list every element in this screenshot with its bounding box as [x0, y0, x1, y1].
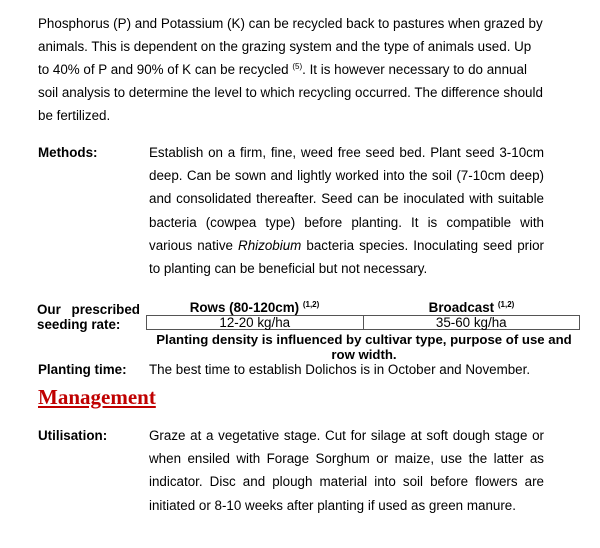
seeding-rate-broadcast-value: 35-60 kg/ha	[363, 316, 580, 329]
methods-label: Methods:	[38, 145, 98, 160]
seeding-rate-table	[146, 315, 580, 330]
methods-text	[149, 141, 544, 280]
management-heading: Management	[38, 385, 156, 409]
seeding-column-header-broadcast	[363, 300, 580, 315]
intro-text-2: . It is however necessary to do annual soil analysis to determine the level to which recycling occurred. The difference should be fertilized.	[38, 62, 543, 123]
rows-header-text: Rows (80-120cm)	[189, 300, 300, 315]
seeding-rate-rows-value: 12-20 kg/ha	[219, 315, 291, 330]
utilisation-label: Utilisation:	[38, 428, 108, 443]
broadcast-header-text: Broadcast	[428, 300, 495, 315]
seeding-column-header-rows	[146, 300, 363, 315]
planting-time-text: The best time to establish Dolichos is in October and November.	[149, 362, 531, 377]
seeding-label-word-1: Our	[37, 302, 61, 317]
seeding-label-word-2: prescribed	[71, 302, 140, 317]
rows-header-ref: (1,2)	[302, 300, 320, 309]
methods-text-2: bacteria species. Inoculating seed prior to planting can be beneficial but not necessary.	[149, 237, 545, 277]
utilisation-text: Graze at a vegetative stage. Cut for silage at soft dough stage or when ensiled with Forage Sorghum or maize, use the latter as indicator. Disc and plough material into soil before flowers are initiated or 8-10 weeks after planting if used as green manure.	[149, 428, 544, 513]
seeding-rate-label	[37, 302, 140, 332]
intro-text-1: Phosphorus (P) and Potassium (K) can be recycled back to pastures when grazed by animals. This is dependent on the grazing system and the type of animals used. Up to 40% of P and 90% of K can be recycled	[38, 16, 543, 77]
intro-paragraph	[38, 12, 544, 127]
methods-text-1: Establish on a firm, fine, weed free seed bed. Plant seed 3-10cm deep. Can be sown and lightly worked into the soil (7-10cm deep) and consolidated thereafter. Seed can be inoculated with suitable bacteria (cowpea type) before planting. It is compatible with various native	[149, 145, 544, 253]
methods-italic-term: Rhizobium	[238, 237, 302, 253]
planting-density-note: Planting density is influenced by cultivar type, purpose of use and row width.	[156, 332, 572, 362]
seeding-label-line-2: seeding rate:	[37, 317, 121, 332]
broadcast-header-ref: (1,2)	[497, 300, 515, 309]
planting-time-label: Planting time:	[38, 362, 127, 377]
reference-marker: (5)	[292, 62, 303, 71]
